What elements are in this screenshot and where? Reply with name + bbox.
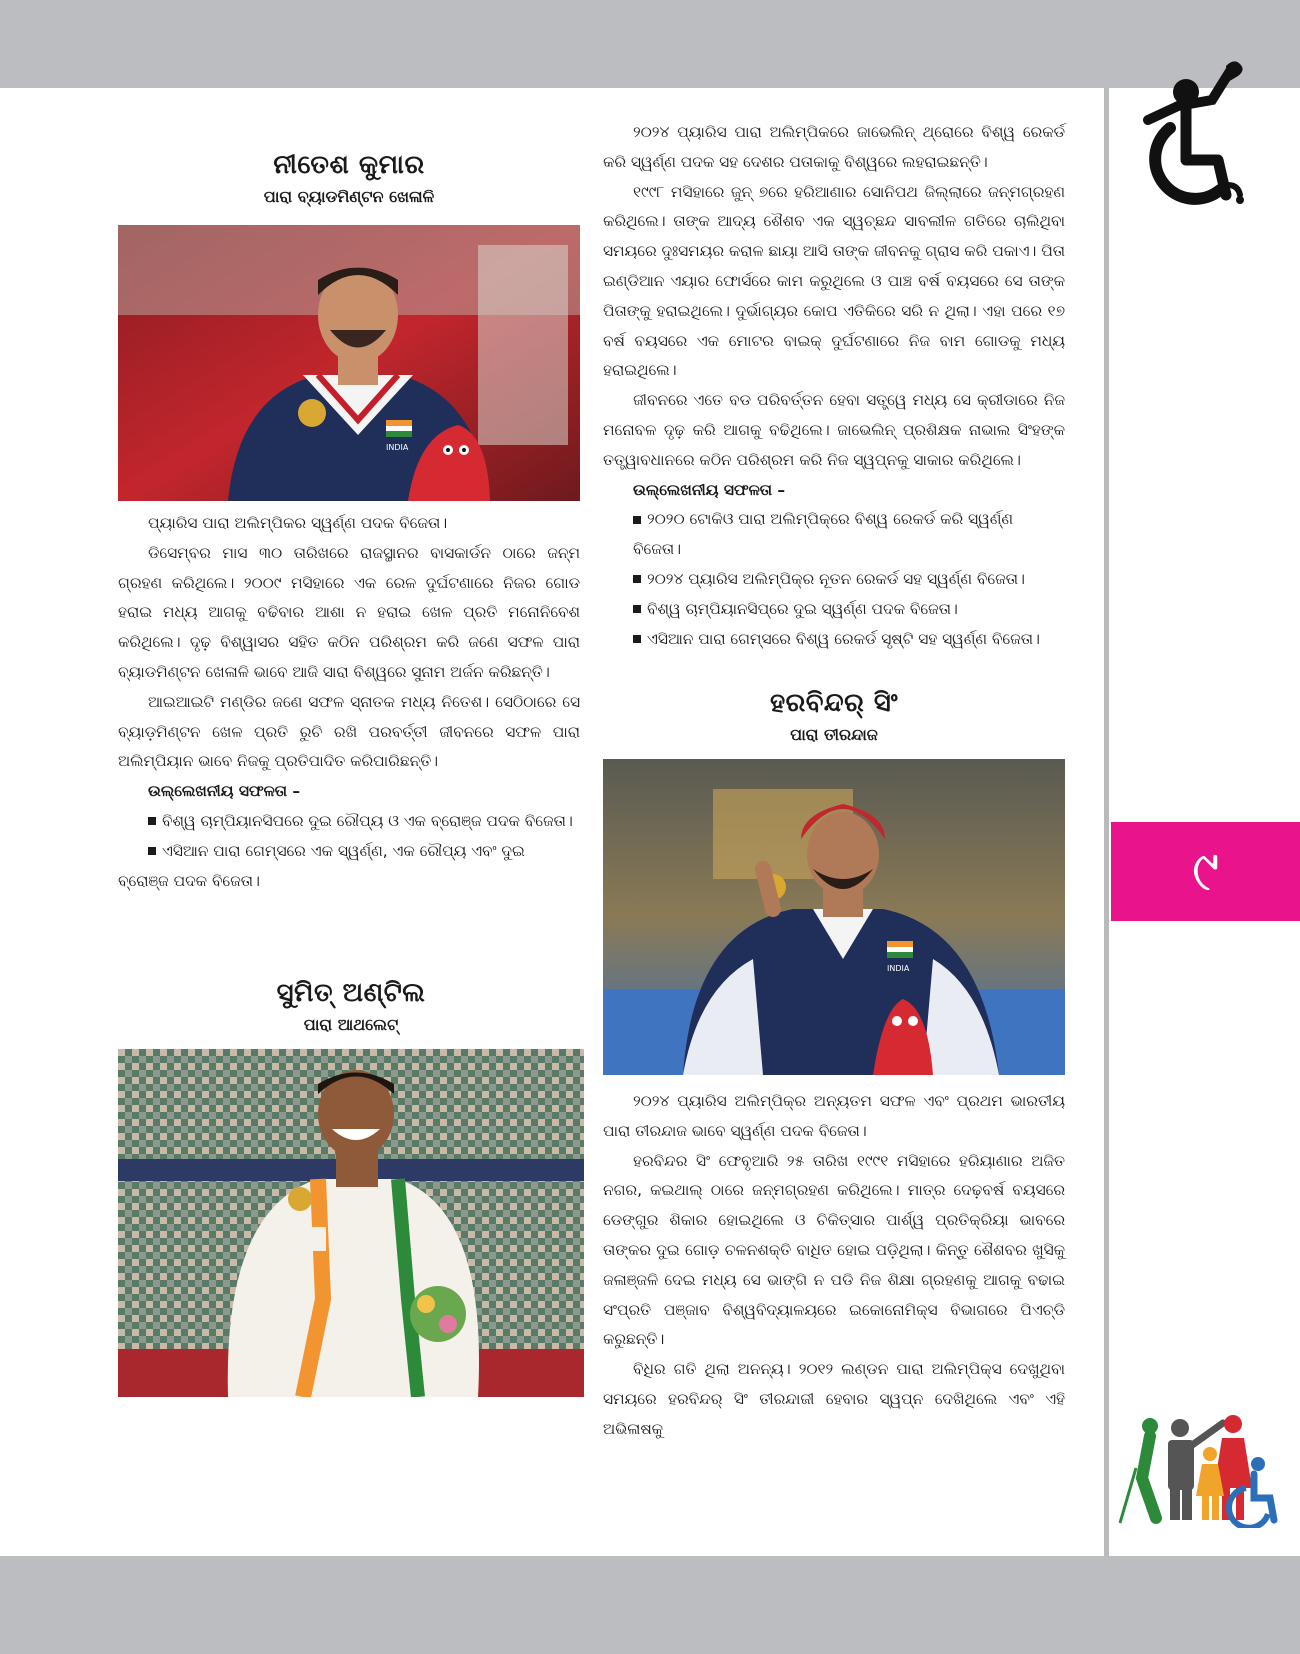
harvinder-photo-text: INDIA [887,964,910,973]
achievement-text: ବିଶ୍ୱ ଚାମ୍ପିୟାନସିପ୍‌ରେ ଦୁଇ ସ୍ୱର୍ଣ୍ଣ ପଦକ ବିଜେତା। [647,599,958,618]
achievement-text: ୨୦୨୦ ଟୋକିଓ ପାରା ଅଲିମ୍ପିକ୍‌ରେ ବିଶ୍ୱ ରେକର୍ଡ କରି ସ୍ୱର୍ଣ୍ଣ ବିଜେତା। [633,510,1013,559]
nitesh-paragraph-3: ଆଇଆଇଟି ମଣ୍ଡିର ଜଣେ ସଫଳ ସ୍ନାତକ ମଧ୍ୟ ନିତେଶ। ସେଠିଠାରେ ସେ ବ୍ୟାଡ଼ମିଣ୍ଟନ ଖେଳ ପ୍ରତି ରୁଚି ରଖି ପରବର୍ତ୍ତୀ ଜୀବନରେ ସଫଳ ପାରା ଅଲିମ୍ପିୟାନ ଭାବେ ନିଜକୁ ପ୍ରତିପାଦିତ କରିପାରିଛନ୍ତି। [118,692,580,771]
harvinder-section [603,688,1065,1445]
wheelchair-athlete-icon [1128,50,1258,205]
nitesh-photo-text: INDIA [386,443,409,452]
disability-inclusion-icon [1118,1408,1278,1528]
achievement-text: ବିଶ୍ୱ ଚାମ୍ପିୟାନସିପରେ ଦୁଇ ରୌପ୍ୟ ଓ ଏକ ବ୍ରୋଞ୍ଜ ପଦକ ବିଜେତା। [162,811,573,830]
bullet-square-icon [148,847,156,855]
sumit-section [118,978,584,1397]
nitesh-heading [118,150,580,207]
bullet-square-icon [633,635,641,643]
sumit-paragraph-1: ୨୦୨୪ ପ୍ୟାରିସ ପାରା ଅଲିମ୍ପିକରେ ଜାଭେଲିନ୍ ଥ୍ରୋରେ ବିଶ୍ୱ ରେକର୍ଡ କରି ସ୍ୱର୍ଣ୍ଣ ପଦକ ସହ ଦେଶର ପତାକାକୁ ବିଶ୍ୱରେ ଲହରାଇଛନ୍ତି। [603,123,1065,171]
nitesh-role: ପାରା ବ୍ୟାଡମିଣ୍ଟନ ଖେଳାଳି [263,187,435,206]
sumit-heading [118,978,584,1035]
nitesh-paragraph-1: ପ୍ୟାରିସ ପାରା ଅଲିମ୍ପିକର ସ୍ୱର୍ଣ୍ଣ ପଦକ ବିଜେତା। [148,514,448,532]
harvinder-paragraph-1: ୨୦୨୪ ପ୍ୟାରିସ ଅଲିମ୍ପିକ୍‌ର ଅନ୍ୟତମ ସଫଳ ଏବଂ ପ୍ରଥମ ଭାରତୀୟ ପାରା ତୀରନ୍ଦାଜ ଭାବେ ସ୍ୱର୍ଣ୍ଣ ପଦକ ବିଜେତା। [603,1092,1065,1140]
left-column [118,90,580,896]
bullet-square-icon [633,605,641,613]
nitesh-paragraph-2: ଡିସେମ୍ବର ମାସ ୩୦ ତାରିଖରେ ରାଜସ୍ଥାନର ବାସକାର୍ଡନ ଠାରେ ଜନ୍ମ ଗ୍ରହଣ କରିଥିଲେ। ୨୦୦୯ ମସିହାରେ ଏକ ରେଳ ଦୁର୍ଘଟଣାରେ ନିଜର ଗୋଡ ହରାଇ ମଧ୍ୟ ଆଗକୁ ବଢିବାର ଆଶା ନ ହରାଇ ଖେଳ ପ୍ରତି ମନୋନିବେଶ କରିଥିଲେ। ଦୃଢ଼ ବିଶ୍ୱାସର ସହିତ କଠିନ ପରିଶ୍ରମ କରି ଜଣେ ସଫଳ ପାରା ବ୍ୟାଡମିଣ୍ଟନ ଖେଳାଳି ଭାବେ ଆଜି ସାରା ବିଶ୍ୱରେ ସୁନାମ ଅର୍ଜନ କରିଛନ୍ତି। [118,543,580,681]
sumit-role: ପାରା ଆଥଲେଟ୍ [303,1015,399,1034]
harvinder-heading [603,688,1065,745]
nitesh-achievements-list [118,807,580,896]
page-number: ୯ [1191,838,1220,904]
sumit-name: ସୁମିତ୍ ଅଣ୍ଟିଲ [276,978,426,1008]
list-item [118,807,580,837]
sumit-paragraph-2: ୧୯୯୮ ମସିହାରେ ଜୁନ୍ ୭ରେ ହରିଆଣାର ସୋନିପଥ ଜିଲ୍ଲାରେ ଜନ୍ମଗ୍ରହଣ କରିଥିଲେ। ତାଙ୍କ ଆଦ୍ୟ ଶୈଶବ ଏକ ସ୍ୱଚ୍ଛନ୍ଦ ସାବଲୀଳ ଗତିରେ ଚାଲିଥିବା ସମୟରେ ଦୁଃସମୟର କରାଳ ଛାୟା ଆସି ତାଙ୍କ ଜୀବନକୁ ଗ୍ରାସ କରି ପକାଏ। ପିତା ଇଣ୍ଡିଆନ ଏୟାର ଫୋର୍ସରେ କାମ କରୁଥିଲେ ଓ ପାଞ୍ଚ ବର୍ଷ ବୟସରେ ସେ ତାଙ୍କ ପିତାଙ୍କୁ ହରାଇଥିଲେ। ଦୁର୍ଭାଗ୍ୟର କୋପ ଏତିକିରେ ସରି ନ ଥିଲା। ଏହା ପରେ ୧୭ ବର୍ଷ ବୟସରେ ଏକ ମୋଟର ବାଇକ୍ ଦୁର୍ଘଟଣାରେ ନିଜ ବାମ ଗୋଡକୁ ମଧ୍ୟ ହରାଇଥିଲେ। [603,182,1065,380]
nitesh-achievements-heading: ଉଲ୍ଲେଖନୀୟ ସଫଳତା – [148,782,301,801]
harvinder-role: ପାରା ତୀରନ୍ଦାଜ [790,725,878,744]
list-item [603,565,1065,595]
nitesh-photo [118,225,580,501]
harvinder-photo [603,759,1065,1075]
achievement-text: ୨୦୨୪ ପ୍ୟାରିସ ଅଲିମ୍ପିକ୍‌ର ନୂତନ ରେକର୍ଡ ସହ ସ୍ୱର୍ଣ୍ଣ ବିଜେତା। [647,569,1025,588]
sumit-photo [118,1049,584,1397]
list-item [603,625,1065,655]
harvinder-paragraph-2: ହରବିନ୍ଦର ସିଂ ଫେବୃଆରି ୨୫ ତାରିଖ ୧୯୯୧ ମସିହାରେ ହରିୟାଣାର ଅଜିତ ନଗର, କଇଥାଲ୍ ଠାରେ ଜନ୍ମଗ୍ରହଣ କରିଥିଲେ। ମାତ୍ର ଦେଢ଼ବର୍ଷ ବୟସରେ ଡେଙ୍ଗୁର ଶିକାର ହୋଇଥିଲେ ଓ ଚିକିତ୍ସାର ପାର୍ଶ୍ୱ ପ୍ରତିକ୍ରିୟା ଭାବରେ ତାଙ୍କର ଦୁଇ ଗୋଡ଼ ଚଳନଶକ୍ତି ବାଧିତ ହୋଇ ପଡ଼ିଥିଲା। କିନ୍ତୁ ଶୈଶବର ଖୁସିକୁ ଜଳାଞ୍ଜଳି ଦେଇ ମଧ୍ୟ ସେ ଭାଙ୍ଗି ନ ପଡି ନିଜ ଶିକ୍ଷା ଗ୍ରହଣକୁ ଆଗକୁ ବଢାଇ ସଂପ୍ରତି ପଞ୍ଜାବ ବିଶ୍ୱବିଦ୍ୟାଳୟରେ ଇକୋନୋମିକ୍ସ ବିଭାଗରେ ପିଏଚ୍‌ଡି କରୁଛନ୍ତି। [603,1151,1065,1349]
harvinder-paragraph-3: ବିଧିର ଗତି ଥିଲା ଅନନ୍ୟ। ୨୦୧୨ ଲଣ୍ଡନ ପାରା ଅଲିମ୍ପିକ୍ସ ଦେଖୁଥିବା ସମୟରେ ହରବିନ୍ଦର୍ ସିଂ ତୀରନ୍ଦାଜୀ ହେବାର ସ୍ୱପ୍ନ ଦେଖିଥିଲେ ଏବଂ ଏହି ଅଭିଳାଷକୁ [603,1360,1065,1438]
bottom-band [0,1556,1300,1654]
bullet-square-icon [633,516,641,524]
nitesh-name: ନୀତେଶ କୁମାର [273,150,425,180]
right-column [603,118,1065,654]
list-item [118,837,580,897]
harvinder-name: ହରବିନ୍ଦର୍ ସିଂ [769,688,899,718]
sumit-paragraph-3: ଜୀବନରେ ଏତେ ବଡ ପରିବର୍ତ୍ତନ ହେବା ସତ୍ତ୍ୱେ ମଧ୍ୟ ସେ କ୍ରୀଡାରେ ନିଜ ମନୋବଳ ଦୃଢ଼ କରି ଆଗକୁ ବଢିଥିଲେ। ଜାଭେଲିନ୍ ପ୍ରଶିକ୍ଷକ ନାଭାଲ ସିଂହଙ୍କ ତତ୍ତ୍ୱାବଧାନରେ କଠିନ ପରିଶ୍ରମ କରି ନିଜ ସ୍ୱପ୍ନକୁ ସାକାର କରିଥିଲେ। [603,391,1065,469]
bullet-square-icon [148,817,156,825]
list-item [603,595,1065,625]
margin-divider [1104,88,1109,1556]
harvinder-body [603,1087,1065,1445]
bullet-square-icon [633,575,641,583]
nitesh-body [118,509,580,896]
list-item [603,505,1065,565]
page-number-tab [1111,822,1300,921]
sumit-achievements-list [603,505,1065,654]
achievement-text: ଏସିଆନ ପାରା ଗେମ୍ସରେ ଏକ ସ୍ୱର୍ଣ୍ଣ, ଏକ ରୌପ୍ୟ ଏବଂ ଦୁଇ ବ୍ରୋଞ୍ଜ ପଦକ ବିଜେତା। [118,841,525,890]
achievement-text: ଏସିଆନ ପାରା ଗେମ୍ସରେ ବିଶ୍ୱ ରେକର୍ଡ ସୃଷ୍ଟି ସହ ସ୍ୱର୍ଣ୍ଣ ବିଜେତା। [647,629,1040,648]
sumit-achievements-heading: ଉଲ୍ଲେଖନୀୟ ସଫଳତା – [633,480,786,499]
top-band [0,0,1300,88]
